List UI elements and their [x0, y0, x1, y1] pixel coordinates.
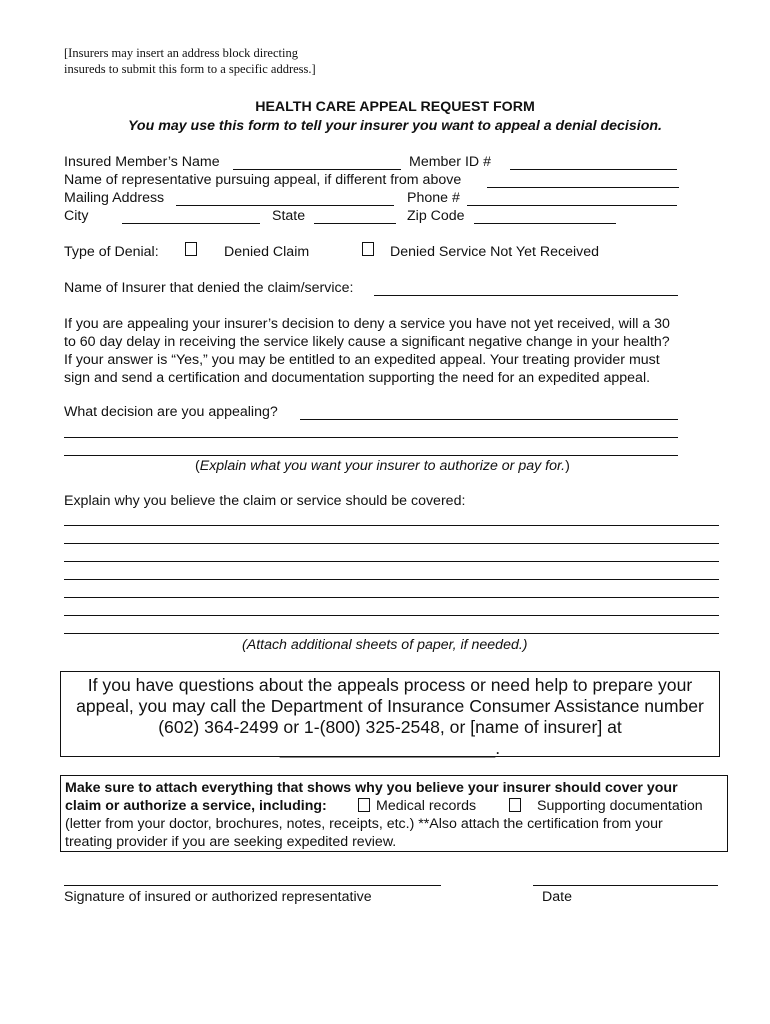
decision-field-3[interactable]	[64, 455, 678, 456]
explain-field-3[interactable]	[64, 561, 719, 562]
expedited-paragraph	[64, 315, 670, 387]
form-title: HEALTH CARE APPEAL REQUEST FORM	[255, 99, 535, 115]
city-field[interactable]	[122, 223, 260, 224]
explain-field-1[interactable]	[64, 525, 719, 526]
explain-field-5[interactable]	[64, 597, 719, 598]
questions-line1: If you have questions about the appeals process or need help to prepare your	[87, 675, 693, 695]
date-field[interactable]	[533, 885, 718, 886]
decision-hint-text: Explain what you want your insurer to authorize or pay for.	[199, 458, 566, 474]
state-label: State	[272, 208, 306, 224]
city-label: City	[64, 208, 89, 224]
decision-label: What decision are you appealing?	[64, 404, 278, 420]
phone-field[interactable]	[467, 205, 677, 206]
questions-line2: appeal, you may call the Department of Insurance Consumer Assistance number	[76, 696, 704, 716]
explain-field-7[interactable]	[64, 633, 719, 634]
denied-claim-checkbox[interactable]	[185, 242, 197, 256]
expedited-line3: If your answer is “Yes,” you may be entitled to an expedited appeal. Your treating provider must	[64, 352, 660, 368]
zip-code-label: Zip Code	[407, 208, 465, 224]
state-field[interactable]	[314, 223, 396, 224]
address-note-line1: [Insurers may insert an address block directing	[64, 46, 298, 60]
attach-box	[60, 775, 728, 852]
date-label: Date	[542, 889, 572, 905]
mailing-address-label: Mailing Address	[64, 190, 165, 206]
questions-line4: ______________________.	[279, 738, 501, 758]
signature-label: Signature of insured or authorized representative	[64, 889, 372, 905]
insured-member-name-field[interactable]	[233, 169, 401, 170]
insurer-name-field[interactable]	[374, 295, 678, 296]
questions-line3: (602) 364-2499 or 1-(800) 325-2548, or [name of insurer] at	[158, 717, 622, 737]
attach-bold-line1: Make sure to attach everything that shows why you believe your insurer should cover your	[65, 780, 678, 796]
denied-claim-label: Denied Claim	[224, 244, 310, 260]
zip-code-field[interactable]	[474, 223, 616, 224]
representative-name-label: Name of representative pursuing appeal, if different from above	[64, 172, 462, 188]
expedited-line2: to 60 day delay in receiving the service likely cause a significant negative change in your health?	[64, 334, 670, 350]
decision-field-1[interactable]	[300, 419, 678, 420]
explain-field-4[interactable]	[64, 579, 719, 580]
supporting-documentation-label: Supporting documentation	[537, 798, 703, 814]
phone-label: Phone #	[407, 190, 460, 206]
member-id-field[interactable]	[510, 169, 677, 170]
supporting-documentation-checkbox[interactable]	[509, 798, 521, 812]
representative-name-field[interactable]	[487, 187, 679, 188]
medical-records-checkbox[interactable]	[358, 798, 370, 812]
denial-type-label: Type of Denial:	[64, 244, 159, 260]
mailing-address-field[interactable]	[176, 205, 394, 206]
form-subtitle: You may use this form to tell your insurer you want to appeal a denial decision.	[128, 118, 662, 134]
attach-hint: (Attach additional sheets of paper, if needed.)	[242, 637, 528, 653]
member-id-label: Member ID #	[409, 154, 491, 170]
address-note-line2: insureds to submit this form to a specific address.]	[64, 62, 316, 76]
questions-box	[60, 671, 720, 757]
signature-field[interactable]	[64, 885, 441, 886]
attach-line2	[65, 797, 727, 815]
expedited-line1: If you are appealing your insurer’s decision to deny a service you have not yet received, will a 30	[64, 316, 670, 332]
explain-field-2[interactable]	[64, 543, 719, 544]
decision-hint-open: (	[195, 458, 200, 474]
medical-records-label: Medical records	[376, 798, 477, 814]
attach-line4: treating provider if you are seeking expedited review.	[65, 834, 397, 850]
attach-line3: (letter from your doctor, brochures, notes, receipts, etc.) **Also attach the certification from your	[65, 816, 663, 832]
address-note	[64, 45, 316, 77]
decision-field-2[interactable]	[64, 437, 678, 438]
insurer-name-label: Name of Insurer that denied the claim/service:	[64, 280, 354, 296]
attach-bold-line2: claim or authorize a service, including:	[65, 798, 327, 814]
expedited-line4: sign and send a certification and documentation supporting the need for an expedited appeal.	[64, 370, 651, 386]
insured-member-name-label: Insured Member’s Name	[64, 154, 220, 170]
denied-service-checkbox[interactable]	[362, 242, 374, 256]
denied-service-label: Denied Service Not Yet Received	[390, 244, 599, 260]
decision-hint	[195, 457, 570, 475]
explain-field-6[interactable]	[64, 615, 719, 616]
explain-label: Explain why you believe the claim or service should be covered:	[64, 493, 466, 509]
decision-hint-close: )	[565, 458, 570, 474]
